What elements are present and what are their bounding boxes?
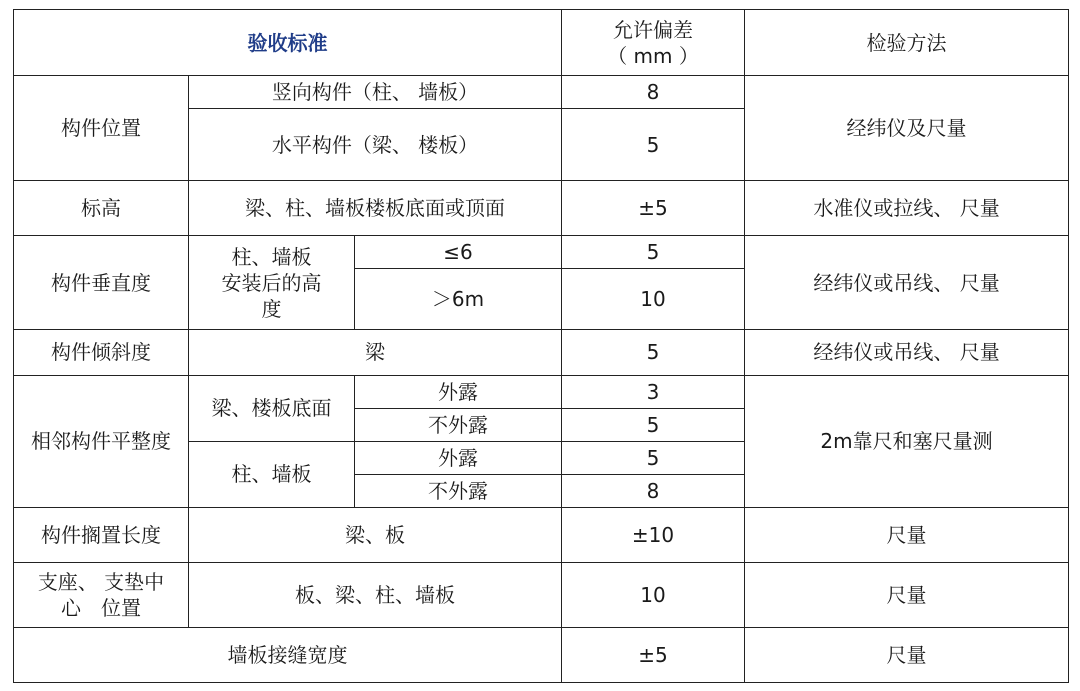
table-row	[14, 236, 1069, 269]
joint-width-value: ±5	[562, 627, 745, 682]
verticality-sub-line2: 安装后的高	[221, 270, 322, 295]
header-tolerance-line1: 允许偏差	[613, 17, 694, 42]
item-joint-width: 墙板接缝宽度	[14, 627, 562, 682]
support-center-desc: 板、梁、柱、墙板	[189, 562, 562, 627]
position-vertical-value: 8	[562, 76, 745, 109]
table-row	[14, 76, 1069, 109]
verticality-cond2: ＞6m	[355, 269, 562, 330]
table-row	[14, 562, 1069, 627]
header-tolerance	[562, 10, 745, 76]
header-method: 检验方法	[745, 10, 1069, 76]
flatness-g1-exposed-value: 3	[562, 375, 745, 408]
position-method: 经纬仪及尺量	[745, 76, 1069, 181]
flatness-method: 2m靠尺和塞尺量测	[745, 375, 1069, 507]
flatness-g2-exposed: 外露	[355, 441, 562, 474]
item-flatness: 相邻构件平整度	[14, 375, 189, 507]
flatness-group2: 柱、墙板	[189, 441, 355, 507]
support-center-method: 尺量	[745, 562, 1069, 627]
header-tolerance-line2: （ mm ）	[607, 43, 699, 68]
flatness-g1-hidden: 不外露	[355, 408, 562, 441]
inclination-method: 经纬仪或吊线、 尺量	[745, 330, 1069, 375]
verticality-cond1: ≤6	[355, 236, 562, 269]
verticality-value2: 10	[562, 269, 745, 330]
support-center-line2: 心 位置	[61, 595, 141, 620]
support-center-value: 10	[562, 562, 745, 627]
position-horizontal-value: 5	[562, 109, 745, 181]
flatness-g1-hidden-value: 5	[562, 408, 745, 441]
elevation-method: 水准仪或拉线、 尺量	[745, 181, 1069, 236]
inclination-value: 5	[562, 330, 745, 375]
flatness-g1-exposed: 外露	[355, 375, 562, 408]
verticality-sub-line1: 柱、墙板	[231, 244, 312, 269]
flatness-g2-hidden-value: 8	[562, 474, 745, 507]
verticality-sub-line3: 度	[261, 296, 282, 321]
table-row	[14, 181, 1069, 236]
item-position: 构件位置	[14, 76, 189, 181]
elevation-desc: 梁、柱、墙板楼板底面或顶面	[189, 181, 562, 236]
joint-width-method: 尺量	[745, 627, 1069, 682]
position-vertical: 竖向构件（柱、 墙板）	[189, 76, 562, 109]
verticality-method: 经纬仪或吊线、 尺量	[745, 236, 1069, 330]
table-row	[14, 627, 1069, 682]
verticality-sub	[189, 236, 355, 330]
table-row	[14, 375, 1069, 408]
header-standard: 验收标准	[14, 10, 562, 76]
position-horizontal: 水平构件（梁、 楼板）	[189, 109, 562, 181]
header-row	[14, 10, 1069, 76]
elevation-value: ±5	[562, 181, 745, 236]
inclination-desc: 梁	[189, 330, 562, 375]
item-elevation: 标高	[14, 181, 189, 236]
support-center-line1: 支座、 支垫中	[37, 569, 165, 594]
bearing-length-method: 尺量	[745, 507, 1069, 562]
item-support-center	[14, 562, 189, 627]
flatness-group1: 梁、楼板底面	[189, 375, 355, 441]
tolerance-table	[13, 9, 1069, 683]
item-verticality: 构件垂直度	[14, 236, 189, 330]
verticality-value1: 5	[562, 236, 745, 269]
table-row	[14, 507, 1069, 562]
bearing-length-value: ±10	[562, 507, 745, 562]
item-inclination: 构件倾斜度	[14, 330, 189, 375]
bearing-length-desc: 梁、板	[189, 507, 562, 562]
item-bearing-length: 构件搁置长度	[14, 507, 189, 562]
flatness-g2-exposed-value: 5	[562, 441, 745, 474]
flatness-g2-hidden: 不外露	[355, 474, 562, 507]
table-row	[14, 330, 1069, 375]
